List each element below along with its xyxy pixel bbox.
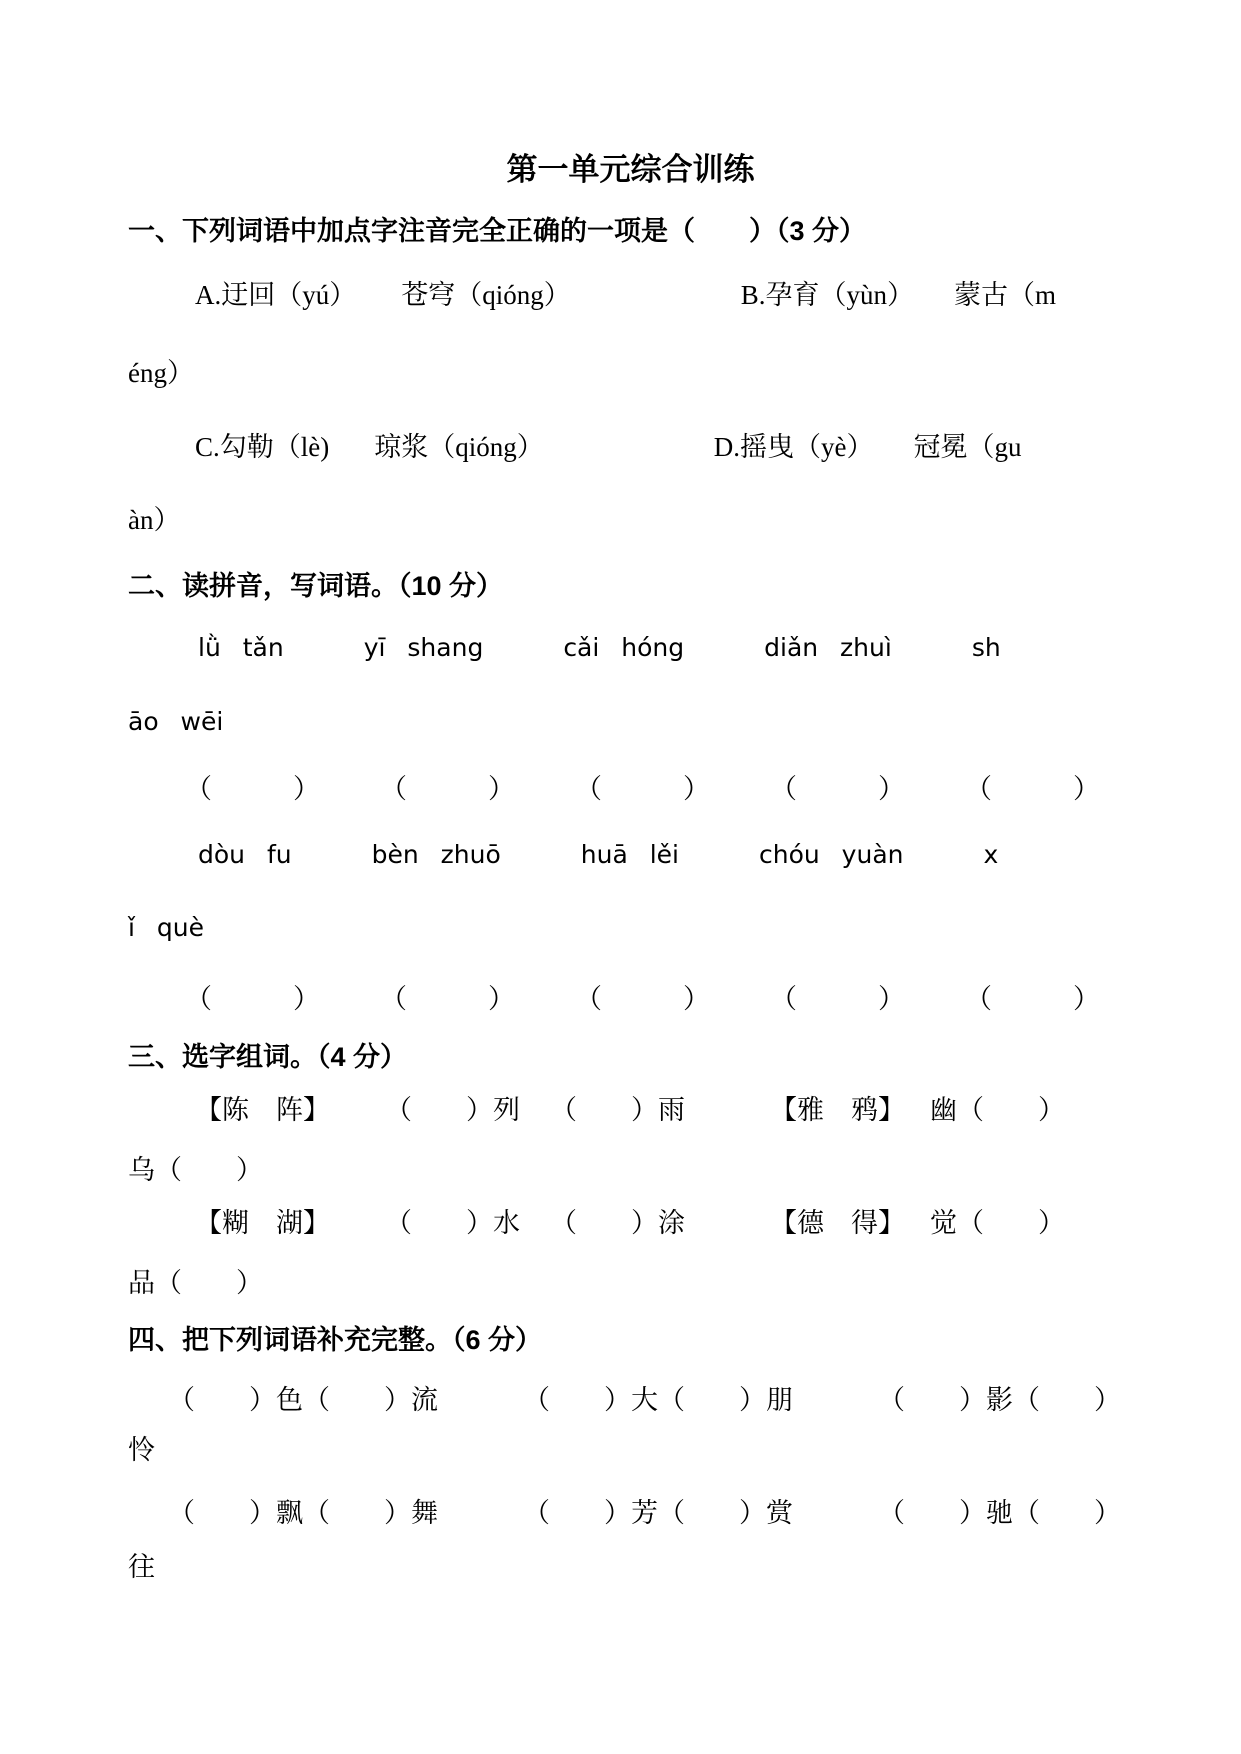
q3-row-1-wrap: 乌（ ） (128, 1155, 263, 1185)
q2-answer-blanks-row-2 (128, 982, 1190, 1016)
q4-idiom-blank: （ ）大（ ）朋 (523, 1385, 793, 1415)
q1-option-c-word2: 琼浆（qióng） (374, 432, 544, 462)
q1-option-b-word1: B.孕育（yùn） (740, 280, 915, 310)
q4-idiom-blank: （ ）色（ ）流 (168, 1385, 438, 1415)
q3-char-choice-1: 【陈 阵】 (195, 1095, 330, 1125)
q1-header: 一、下列词语中加点字注音完全正确的一项是（ ）（3 分） (128, 216, 867, 246)
answer-blank: （ ） (965, 774, 1100, 804)
q4-row-1 (128, 1383, 1173, 1417)
q2-pinyin-word-7: bèn zhuō (371, 840, 501, 869)
q1-option-b-word2: 蒙古（m (954, 280, 1057, 310)
q3-char-choice-3: 【糊 湖】 (195, 1208, 330, 1238)
q1-option-d-wrap: àn） (128, 505, 181, 535)
q4-idiom-blank: （ ）影（ ） (878, 1385, 1121, 1415)
q3-char-choice-4: 【德 得】 (770, 1208, 905, 1238)
q3-row-2-wrap: 品（ ） (128, 1268, 263, 1298)
q2-pinyin-word-10-part: x (983, 840, 999, 869)
answer-blank: （ ） (575, 984, 710, 1014)
q4-idiom-blank: （ ）芳（ ）赏 (523, 1498, 793, 1528)
q1-option-b-wrap: éng） (128, 358, 194, 388)
q4-row-2 (128, 1496, 1173, 1530)
answer-blank: （ ） (770, 984, 905, 1014)
answer-blank: （ ） (965, 984, 1100, 1014)
q2-answer-blanks-row-1 (128, 772, 1190, 806)
q2-pinyin-word-5-part: sh (971, 633, 1001, 662)
q1-option-a-word1: A.迂回（yú） (195, 280, 357, 310)
q1-option-c-word1: C.勾勒（lè) (195, 432, 330, 462)
q2-pinyin-word-8: huā lěi (580, 840, 679, 869)
q2-pinyin-row-2 (128, 838, 1203, 872)
q3-blank-word: 觉（ ） (930, 1208, 1065, 1238)
q3-blank-word: 幽（ ） (930, 1095, 1065, 1125)
answer-blank: （ ） (575, 774, 710, 804)
answer-blank: （ ） (185, 774, 320, 804)
answer-blank: （ ） (380, 774, 515, 804)
q3-row-1 (128, 1093, 1200, 1127)
page-title: 第一单元综合训练 (506, 152, 755, 187)
q2-header: 二、读拼音，写词语。（10 分） (128, 571, 504, 601)
q2-pinyin-row-1 (128, 631, 1203, 665)
q3-blank-word: （ ）雨 (550, 1095, 685, 1125)
q2-pinyin-word-6: dòu fu (198, 840, 292, 869)
q2-pinyin-word-1: lǜ tǎn (198, 633, 284, 662)
q1-options-row-ab (128, 278, 1200, 312)
q3-blank-word: （ ）水 (385, 1208, 520, 1238)
q4-idiom-blank: （ ）驰（ ） (878, 1498, 1121, 1528)
q3-row-2 (128, 1206, 1200, 1240)
q1-option-d-word1: D.摇曳（yè） (713, 432, 874, 462)
q2-pinyin-word-9: chóu yuàn (759, 840, 904, 869)
q2-pinyin-word-4: diǎn zhuì (764, 633, 892, 662)
q2-pinyin-row-1-wrap: āo wēi (128, 707, 224, 736)
q2-pinyin-row-2-wrap: ǐ què (128, 913, 204, 942)
q4-row-2-wrap: 往 (128, 1552, 155, 1582)
q3-blank-word: （ ）涂 (550, 1208, 685, 1238)
q1-option-d-word2: 冠冕（gu (913, 432, 1022, 462)
q1-option-a-word2: 苍穹（qióng） (401, 280, 571, 310)
answer-blank: （ ） (380, 984, 515, 1014)
q1-options-row-cd (128, 430, 1200, 464)
answer-blank: （ ） (185, 984, 320, 1014)
q2-pinyin-word-2: yī shang (363, 633, 484, 662)
q4-row-1-wrap: 怜 (128, 1435, 155, 1465)
q4-idiom-blank: （ ）飘（ ）舞 (168, 1498, 438, 1528)
answer-blank: （ ） (770, 774, 905, 804)
q4-header: 四、把下列词语补充完整。（6 分） (128, 1325, 543, 1355)
q2-pinyin-word-3: cǎi hóng (563, 633, 685, 662)
q3-header: 三、选字组词。（4 分） (128, 1042, 408, 1072)
q3-char-choice-2: 【雅 鸦】 (770, 1095, 905, 1125)
q3-blank-word: （ ）列 (385, 1095, 520, 1125)
